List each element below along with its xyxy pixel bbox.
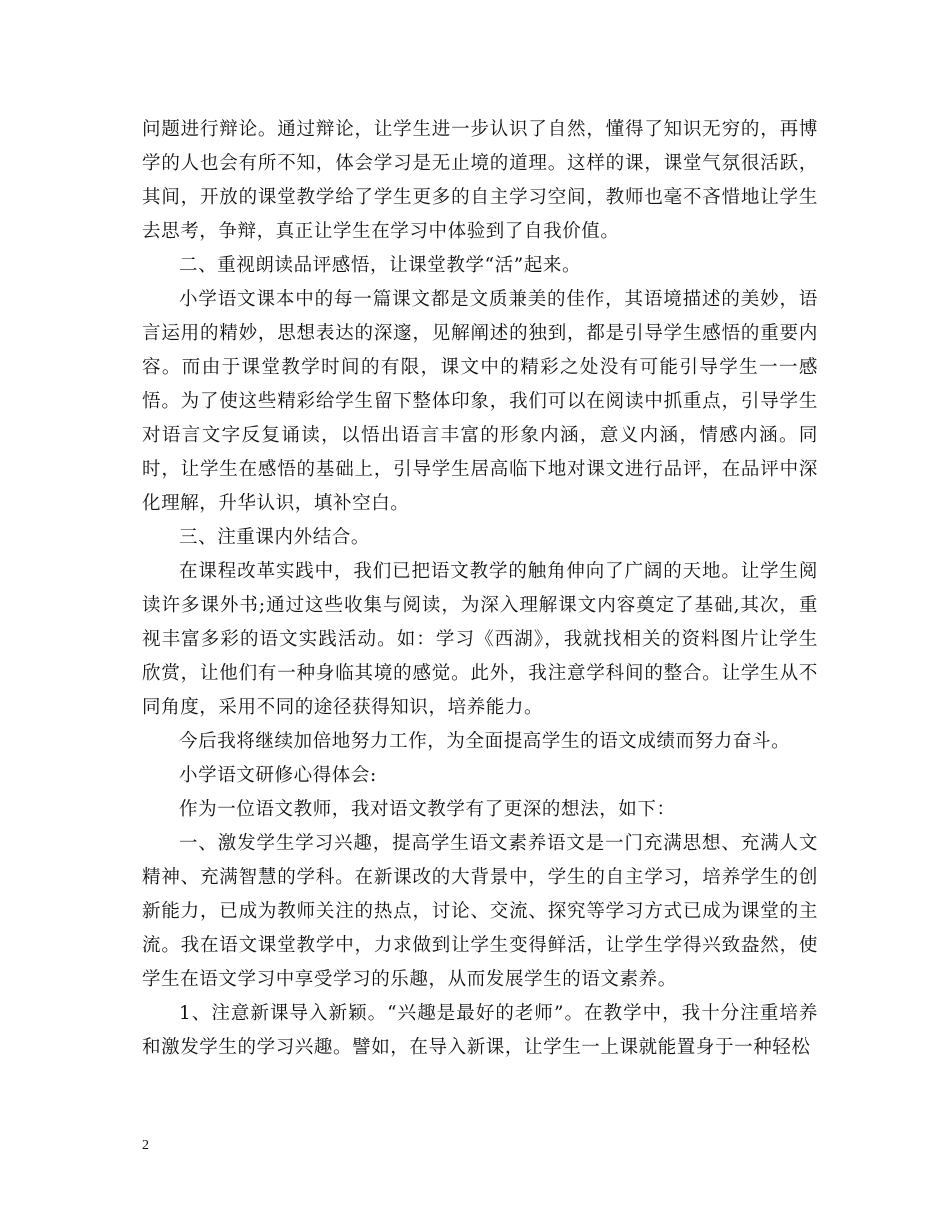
- paragraph-9: 一、激发学生学习兴趣，提高学生语文素养语文是一门充满思想、充满人文精神、充满智慧的学科。在新课改的大背景中，学生的自主学习，培养学生的创新能力，已成为教师关注的热点，讨论、交流、探究等学习方式已成为课堂的主流。我在语文课堂教学中，力求做到让学生变得鲜活，让学生学得兴致盎然，使学生在语文学习中享受学习的乐趣，从而发展学生的语文素养。: [142, 833, 818, 990]
- paragraph-4-heading: 三、注重课内外结合。: [179, 527, 371, 548]
- paragraph-7-title: 小学语文研修心得体会:: [179, 765, 377, 786]
- paragraph-5: 在课程改革实践中，我们已把语文教学的触角伸向了广阔的天地。让学生阅读许多课外书;通过这些收集与阅读，为深入理解课文内容奠定了基础,其次，重视丰富多彩的语文实践活动。如：学习《西湖》，我就找相关的资料图片让学生欣赏，让他们有一种身临其境的感觉。此外，我注意学科间的整合。让学生从不同角度，采用不同的途径获得知识，培养能力。: [142, 561, 818, 718]
- paragraph-3: 小学语文课本中的每一篇课文都是文质兼美的佳作，其语境描述的美妙，语言运用的精妙，思想表达的深邃，见解阐述的独到，都是引导学生感悟的重要内容。而由于课堂教学时间的有限，课文中的精彩之处没有可能引导学生一一感悟。为了使这些精彩给学生留下整体印象，我们可以在阅读中抓重点，引导学生对语言文字反复诵读，以悟出语言丰富的形象内涵，意义内涵，情感内涵。同时，让学生在感悟的基础上，引导学生居高临下地对课文进行品评，在品评中深化理解，升华认识，填补空白。: [142, 289, 818, 514]
- paragraph-2-heading: 二、重视朗读品评感悟，让课堂教学“活”起来。: [179, 255, 582, 276]
- page-number: 2: [142, 1138, 149, 1153]
- paragraph-6: 今后我将继续加倍地努力工作，为全面提高学生的语文成绩而努力奋斗。: [179, 731, 791, 752]
- paragraph-1: 问题进行辩论。通过辩论，让学生进一步认识了自然，懂得了知识无穷的，再博学的人也会有所不知，体会学习是无止境的道理。这样的课，课堂气氛很活跃，其间，开放的课堂教学给了学生更多的自主学习空间，教师也毫不吝惜地让学生去思考，争辩，真正让学生在学习中体验到了自我价值。: [142, 119, 818, 242]
- paragraph-10: 1、注意新课导入新颖。“兴趣是最好的老师”。在教学中，我十分注重培养和激发学生的学习兴趣。譬如，在导入新课，让学生一上课就能置身于一种轻松: [142, 1003, 818, 1058]
- document-body: [142, 113, 818, 1065]
- paragraph-8: 作为一位语文教师，我对语文教学有了更深的想法，如下：: [179, 799, 676, 820]
